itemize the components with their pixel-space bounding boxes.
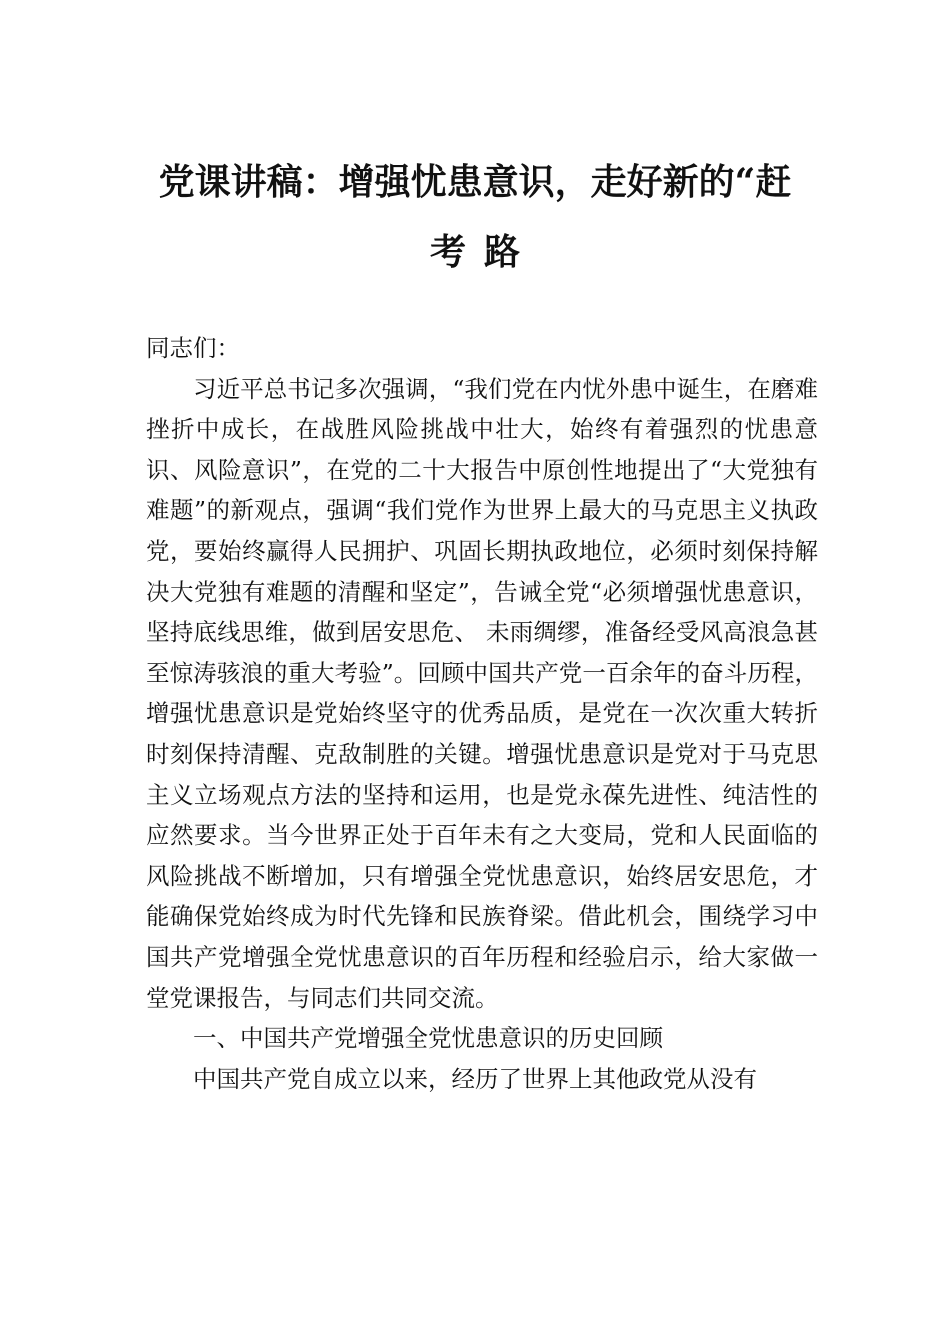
document-body	[146, 328, 818, 1099]
salutation: 同志们：	[146, 334, 240, 362]
document-title-line-1: 党课讲稿：增强忧患意识，走好新的“赶	[158, 161, 792, 203]
paragraph-2: 中国共产党自成立以来，经历了世界上其他政党从没有	[193, 1064, 757, 1093]
section-heading-1: 一、中国共产党增强全党忧患意识的历史回顾	[193, 1024, 663, 1053]
paragraph-1: 习近平总书记多次强调，“我们党在内忧外患中诞生，在磨难挫折中成长，在战胜风险挑战中壮大，始终有着强烈的忧患意识、风险意识”，在党的二十大报告中原创性地提出了“大党独有难题”的新观点，强调“我们党作为世界上最大的马克思主义执政党，要始终赢得人民拥护、巩固长期执政地位，必须时刻保持解决大党独有难题的清醒和坚定”，告诫全党“必须增强忧患意识，坚持底线思维，做到居安思危、 未雨绸缪，准备经受风高浪急甚至惊涛骇浪的重大考验”。回顾中国共产党一百余年的奋斗历程，增强忧患意识是党始终坚守的优秀品质，是党在一次次重大转折时刻保持清醒、克敌制胜的关键。增强忧患意识是党对于马克思主义立场观点方法的坚持和运用，也是党永葆先进性、纯洁性的应然要求。当今世界正处于百年未有之大变局，党和人民面临的风险挑战不断增加，只有增强全党忧患意识，始终居安思危，才能确保党始终成为时代先锋和民族脊梁。借此机会，围绕学习中国共产党增强全党忧患意识的百年历程和经验启示，给大家做一堂党课报告，与同志们共同交流。	[146, 374, 818, 1012]
document-title-line-2: 考路	[429, 231, 538, 273]
